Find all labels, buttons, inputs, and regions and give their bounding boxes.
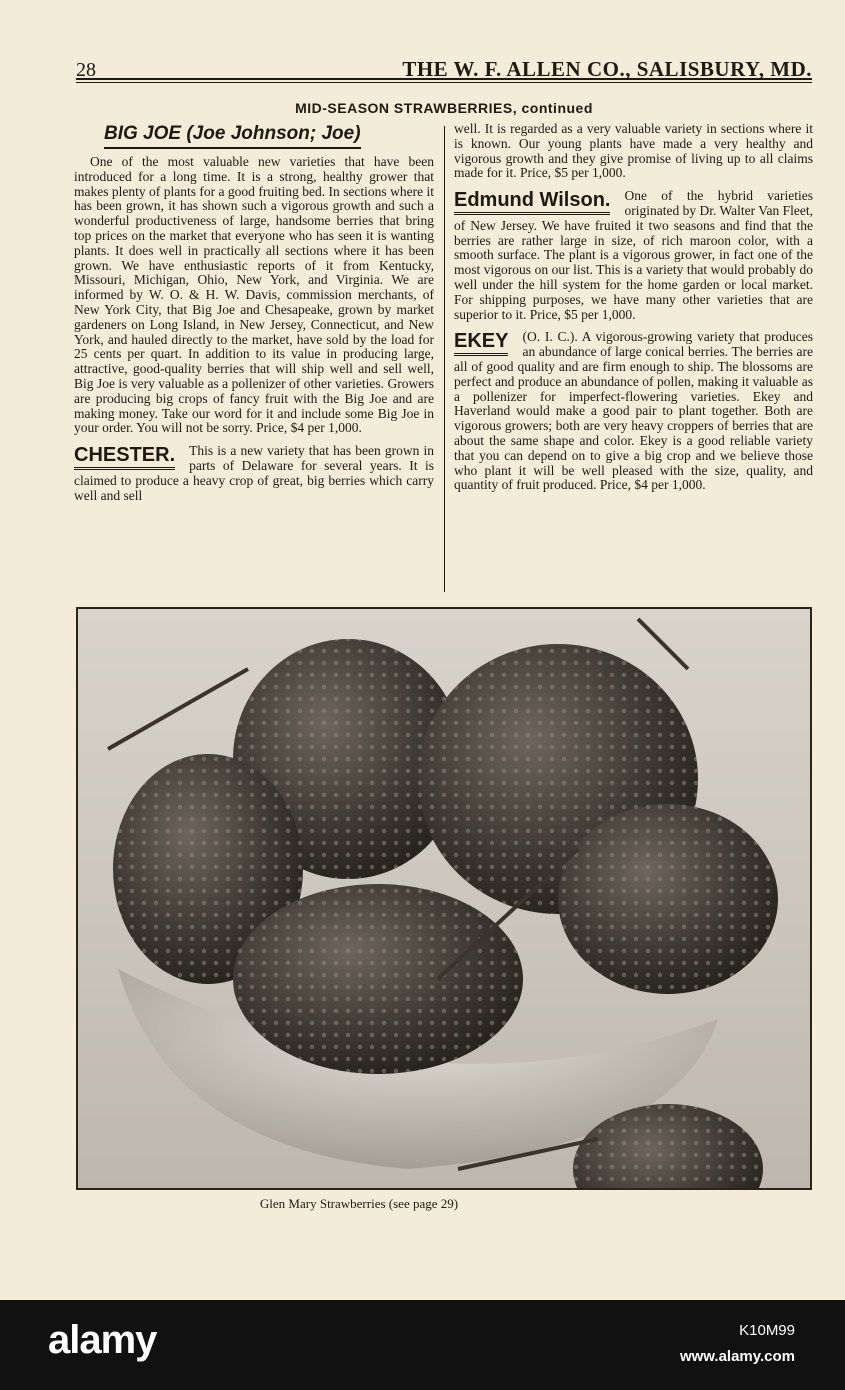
header-rule-thin [76, 82, 812, 83]
page-number: 28 [76, 59, 96, 81]
image-id: K10M99 [739, 1322, 795, 1339]
chester-entry [74, 444, 434, 503]
column-divider [444, 126, 445, 592]
edmund-wilson-entry [454, 189, 813, 322]
ekey-entry [454, 330, 813, 493]
big-joe-text: One of the most valuable new varieties that have been introduced for a long time. It is a strong, healthy grower that makes plenty of plants for a good fruiting bed. In sections where it has been grown, it has shown such a vigorous growth and such a wonderful productiveness of large, handsome berries that bring top prices on the market that everyone who has seen it is wanting plants. It does well in practically all sections where it has been grown. We have enthusiastic reports of it from Kentucky, Missouri, Michigan, Ohio, New York, and Virginia. We are informed by W. O. & H. W. Davis, commission merchants, of New York City, that Big Joe and Chesapeake, grown by market gardeners on Long Island, in New Jersey, Connecticut, and New York, and hauled directly to the market, have sold by the load for 25 cents per quart. In addition to its value in producing large, attractive, good-quality berries that will ship well and sell well, Big Joe is very valuable as a pollenizer of other varieties. Growers are producing big crops of fancy fruit with the Big Joe and are making money. Take our word for it and include some Big Joe in your order. You will not be sorry. Price, $4 per 1,000. [74, 154, 434, 436]
big-joe-heading: BIG JOE (Joe Johnson; Joe) [104, 122, 361, 149]
ekey-text: (O. I. C.). A vigorous-growing variety that produces an abundance of large conical berries. The berries are all of good quality and are firm enough to ship. The blossoms are perfect and produce an abundance of pollen, making it valuable as a pollenizer for imperfect-flowering varieties. Ekey and Haverland would make a good pair to plant together. Both are vigorous growers; both are very heavy croppers of berries that are about the same shape and color. Ekey is a good reliable variety that you can depend on to give a big crop and we believe those who plant it will be well pleased with the size, quality, and quantity of fruit produced. Price, $4 per 1,000. [454, 329, 813, 493]
alamy-logo[interactable]: alamy [48, 1318, 157, 1362]
header-rule [76, 78, 812, 80]
photo-caption: Glen Mary Strawberries (see page 29) [259, 1196, 459, 1211]
strawberry-bowl-illustration [78, 609, 810, 1188]
section-title: MID-SEASON STRAWBERRIES, continued [295, 100, 593, 116]
edmund-wilson-text: One of the hybrid varieties originated by Dr. Walter Van Fleet, of New Jersey. We have fruited it two seasons and find that the berries are rather large in size, of rich maroon color, with a smooth surface. The plant is a vigorous grower, in fact one of the most vigorous on our list. This is a variety that would probably do well under the hill system for the home garden or local market. For shipping purposes, we have many other varieties that are superior to it. Price, $5 per 1,000. [454, 188, 813, 322]
left-column [74, 122, 434, 503]
strawberry-photo [76, 607, 812, 1190]
chester-text: This is a new variety that has been grown in parts of Delaware for several years. It is claimed to produce a heavy crop of great, big berries which carry well and sell [74, 443, 434, 503]
publisher-title: THE W. F. ALLEN CO., SALISBURY, MD. [402, 57, 812, 81]
site-url[interactable]: www.alamy.com [679, 1348, 795, 1365]
chester-heading: CHESTER. [74, 444, 175, 470]
right-column [454, 122, 813, 493]
chester-continued-text: well. It is regarded as a very valuable variety in sections where it is known. Our young plants have made a very healthy and vigorous growth and they give promise of living up to all claims made for it. Price, $5 per 1,000. [454, 121, 813, 181]
ekey-heading: EKEY [454, 330, 508, 356]
edmund-wilson-heading: Edmund Wilson. [454, 189, 610, 215]
